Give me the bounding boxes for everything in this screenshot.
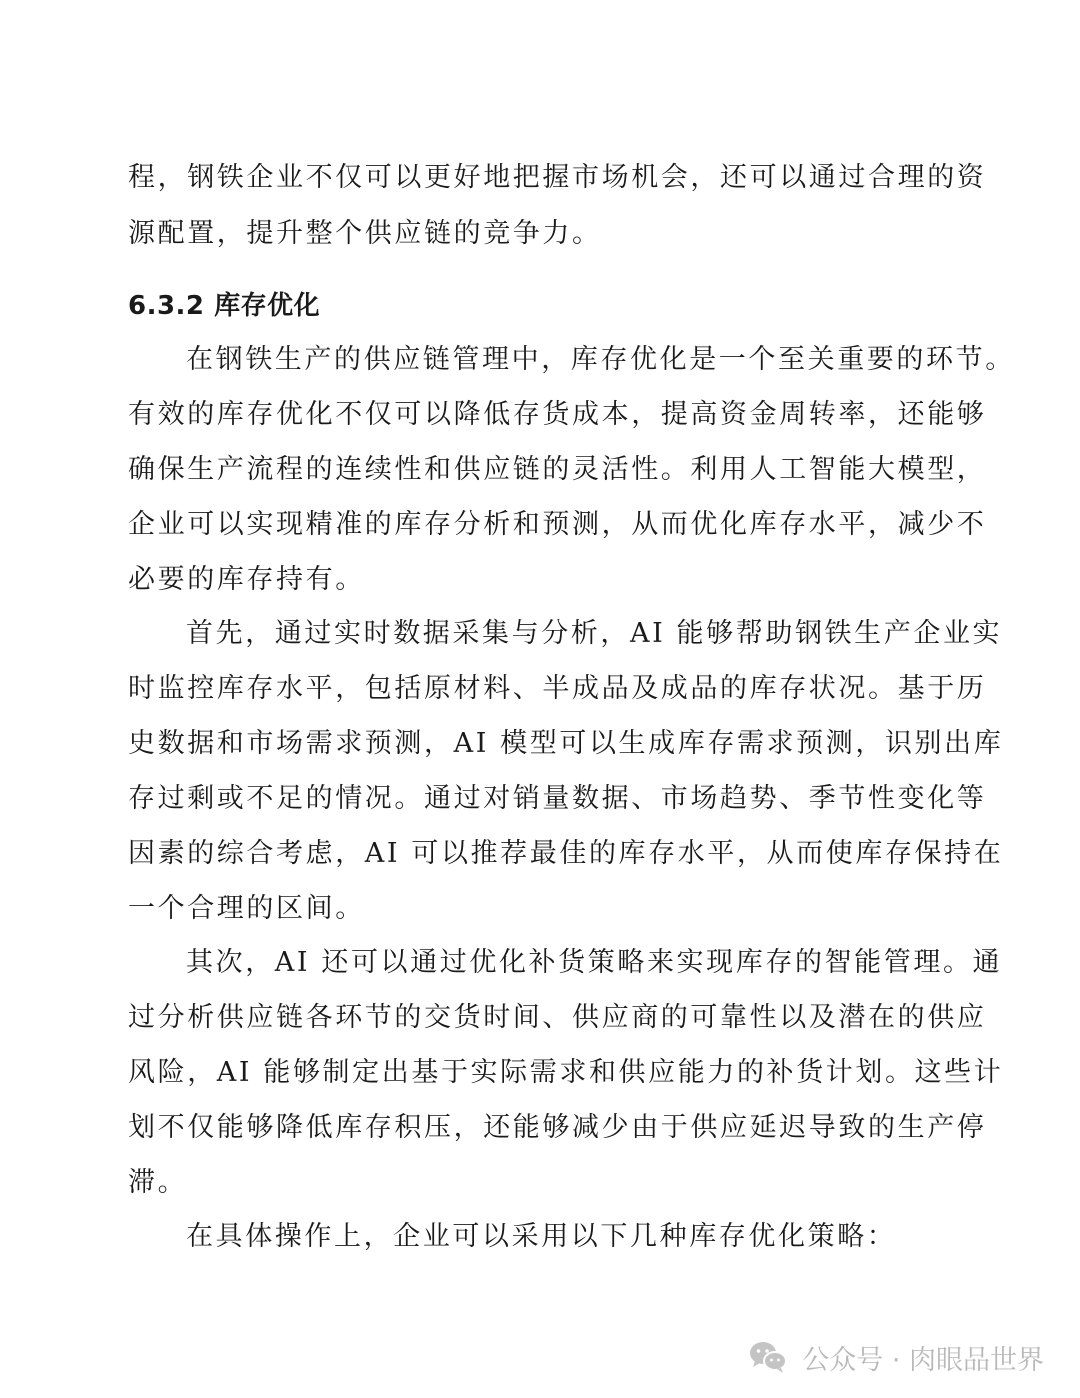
paragraph-line: 在钢铁生产的供应链管理中，库存优化是一个至关重要的环节。: [186, 344, 1015, 375]
paragraph-line: 一个合理的区间。: [128, 893, 365, 924]
paragraph-line: 在具体操作上，企业可以采用以下几种库存优化策略：: [186, 1221, 897, 1252]
paragraph-line: 划不仅能够降低库存积压，还能够减少由于供应延迟导致的生产停: [128, 1112, 987, 1143]
paragraph-line: 风险，AI 能够制定出基于实际需求和供应能力的补货计划。这些计: [128, 1057, 1004, 1088]
paragraph-line: 企业可以实现精准的库存分析和预测，从而优化库存水平，减少不: [128, 509, 987, 540]
paragraph-line: 因素的综合考虑，AI 可以推荐最佳的库存水平，从而使库存保持在: [128, 838, 1004, 869]
paragraph-line: 史数据和市场需求预测，AI 模型可以生成库存需求预测，识别出库: [128, 728, 1004, 759]
paragraph-line: 过分析供应链各环节的交货时间、供应商的可靠性以及潜在的供应: [128, 1002, 987, 1033]
paragraph-line: 源配置，提升整个供应链的竞争力。: [128, 218, 602, 249]
watermark: [748, 1335, 1044, 1379]
paragraph-line: 有效的库存优化不仅可以降低存货成本，提高资金周转率，还能够: [128, 399, 987, 430]
section-heading: 6.3.2 库存优化: [128, 291, 321, 321]
paragraph-line: 必要的库存持有。: [128, 564, 365, 595]
paragraph-line: 存过剩或不足的情况。通过对销量数据、市场趋势、季节性变化等: [128, 783, 987, 814]
paragraph-line: 程，钢铁企业不仅可以更好地把握市场机会，还可以通过合理的资: [128, 162, 987, 193]
paragraph-line: 首先，通过实时数据采集与分析，AI 能够帮助钢铁生产企业实: [186, 618, 1003, 649]
paragraph-line: 确保生产流程的连续性和供应链的灵活性。利用人工智能大模型，: [128, 454, 987, 485]
paragraph-line: 滞。: [128, 1167, 188, 1198]
paragraph-line: 其次，AI 还可以通过优化补货策略来实现库存的智能管理。通: [186, 947, 1003, 978]
watermark-text: 公众号 · 肉眼品世界: [802, 1344, 1044, 1376]
wechat-icon: [748, 1340, 788, 1374]
paragraph-line: 时监控库存水平，包括原材料、半成品及成品的库存状况。基于历: [128, 673, 987, 704]
